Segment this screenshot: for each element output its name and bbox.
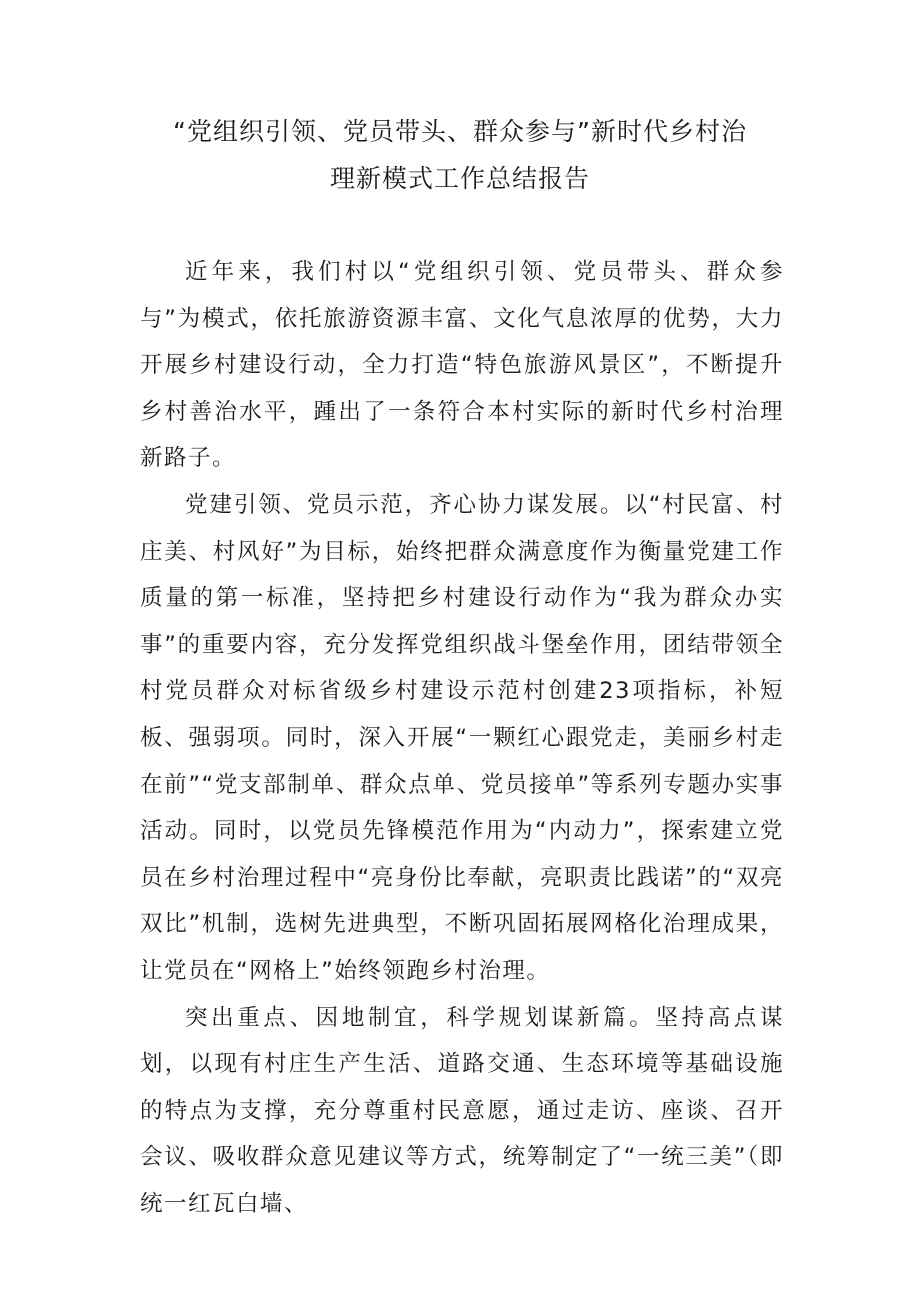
paragraph-party-leadership: 党建引领、党员示范，齐心协力谋发展。以“村民富、村庄美、村风好”为目标，始终把群众满意度作为衡量党建工作质量的第一标准，坚持把乡村建设行动作为“我为群众办实事”的重要内容，充分发挥党组织战斗堡垒作用，团结带领全村党员群众对标省级乡村建设示范村创建23项指标，补短板、强弱项。同时，深入开展“一颗红心跟党走，美丽乡村走在前”“党支部制单、群众点单、党员接单”等系列专题办实事活动。同时，以党员先锋模范作用为“内动力”，探索建立党员在乡村治理过程中“亮身份比奉献，亮职责比践诺”的“双亮双比”机制，选树先进典型，不断巩固拓展网格化治理成果，让党员在“网格上”始终领跑乡村治理。 [140,491,784,984]
document-body [140,249,784,1227]
paragraph-planning: 突出重点、因地制宜，科学规划谋新篇。坚持高点谋划，以现有村庄生产生活、道路交通、生态环境等基础设施的特点为支撑，充分尊重村民意愿，通过走访、座谈、召开会议、吸收群众意见建议等方式，统筹制定了“一统三美”（即统一红瓦白墙、 [140,1004,784,1217]
title-line-2: 理新模式工作总结报告 [329,164,590,193]
paragraph-intro: 近年来，我们村以“党组织引领、党员带头、群众参与”为模式，依托旅游资源丰富、文化气息浓厚的优势，大力开展乡村建设行动，全力打造“特色旅游风景区”，不断提升乡村善治水平，踵出了一条符合本村实际的新时代乡村治理新路子。 [140,259,784,472]
document-title [140,108,780,202]
title-line-1: “党组织引领、党员带头、群众参与”新时代乡村治 [173,117,747,146]
